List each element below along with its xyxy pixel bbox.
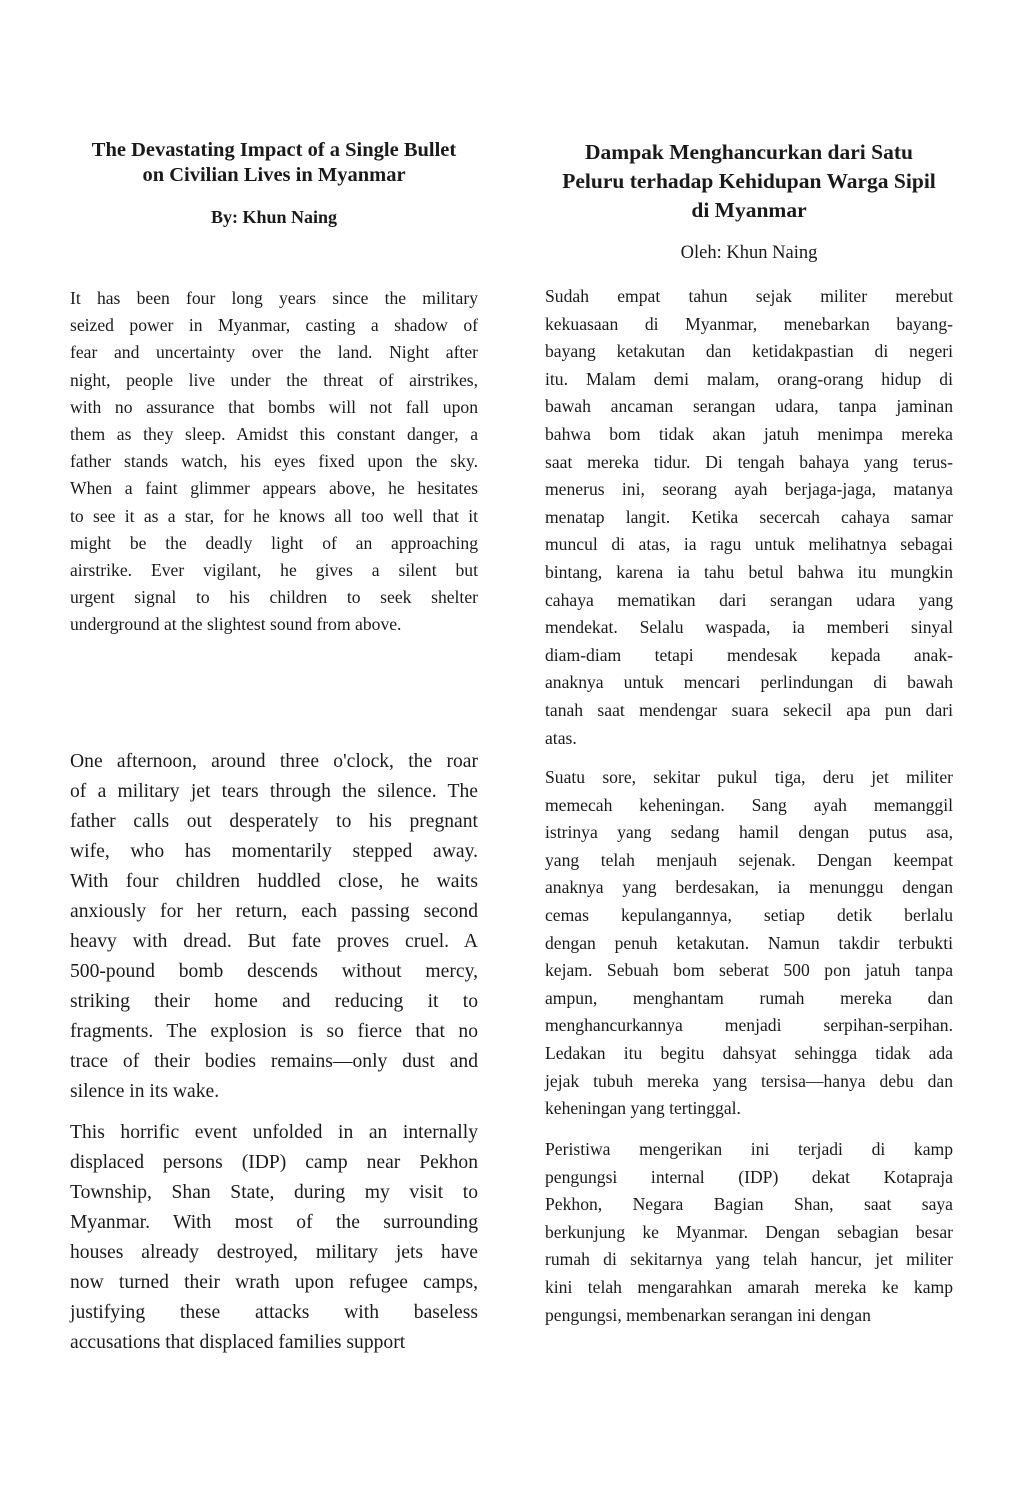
text-line: One afternoon, around three o'clock, the roar: [70, 751, 478, 772]
text-line: with no assurance that bombs will not fall upon: [70, 396, 478, 417]
text-line: memecah keheningan. Sang ayah memanggil: [545, 794, 953, 815]
text-line: This horrific event unfolded in an internally: [70, 1122, 478, 1143]
text-line: urgent signal to his children to seek shelter: [70, 587, 478, 608]
text-line: now turned their wrath upon refugee camps,: [70, 1272, 478, 1293]
text-line: Township, Shan State, during my visit to: [70, 1182, 478, 1203]
text-line: them as they sleep. Amidst this constant danger, a: [70, 424, 478, 445]
text-line: to see it as a star, for he knows all too well that it: [70, 505, 478, 526]
english-paragraph-1: [70, 285, 478, 639]
indonesian-paragraph-2: [545, 764, 953, 1123]
text-line: father calls out desperately to his pregnant: [70, 811, 478, 832]
title-line: di Myanmar: [691, 198, 807, 222]
text-line: fragments. The explosion is so fierce that no: [70, 1021, 478, 1042]
text-line: of a military jet tears through the silence. The: [70, 781, 478, 802]
text-line: anxiously for her return, each passing second: [70, 901, 478, 922]
text-line: istrinya yang sedang hamil dengan putus asa,: [545, 822, 953, 843]
text-line: menatap langit. Ketika secercah cahaya samar: [545, 506, 953, 527]
text-line: anaknya untuk mencari perlindungan di bawah: [545, 672, 953, 693]
text-line: berkunjung ke Myanmar. Dengan sebagian besar: [545, 1221, 953, 1242]
text-line: airstrike. Ever vigilant, he gives a silent but: [70, 560, 478, 581]
text-line: heavy with dread. But fate proves cruel. A: [70, 931, 478, 952]
text-line: Ledakan itu begitu dahsyat sehingga tidak ada: [545, 1042, 953, 1063]
text-line: father stands watch, his eyes fixed upon the sky.: [70, 451, 478, 472]
text-line: itu. Malam demi malam, orang-orang hidup di: [545, 368, 953, 389]
indonesian-paragraph-3: [545, 1136, 953, 1329]
english-paragraph-3: [70, 1118, 478, 1358]
text-line: muncul di atas, ia ragu untuk melihatnya sebagai: [545, 534, 953, 555]
text-line: pengungsi internal (IDP) dekat Kotapraja: [545, 1166, 953, 1187]
text-line: rumah di sekitarnya yang telah hancur, jet militer: [545, 1249, 953, 1270]
text-line: seized power in Myanmar, casting a shadow of: [70, 315, 478, 336]
text-line: anaknya yang berdesakan, ia menunggu dengan: [545, 877, 953, 898]
text-line: trace of their bodies remains—only dust and: [70, 1051, 478, 1072]
text-line: kekuasaan di Myanmar, menebarkan bayang-: [545, 313, 953, 334]
text-line: atas.: [545, 727, 577, 748]
indonesian-title: [545, 138, 953, 225]
indonesian-byline: Oleh: Khun Naing: [680, 243, 818, 263]
text-line: Sudah empat tahun sejak militer merebut: [545, 286, 953, 306]
text-line: kini telah mengarahkan amarah mereka ke kamp: [545, 1276, 953, 1297]
text-line: saat mereka tidur. Di tengah bahaya yang terus-: [545, 451, 953, 472]
text-line: Pekhon, Negara Bagian Shan, saat saya: [545, 1194, 953, 1215]
text-line: displaced persons (IDP) camp near Pekhon: [70, 1152, 478, 1173]
text-line: striking their home and reducing it to: [70, 991, 478, 1012]
english-paragraph-2: [70, 747, 478, 1107]
text-line: yang telah menjauh sejenak. Dengan keempat: [545, 849, 953, 870]
text-line: Myanmar. With most of the surrounding: [70, 1212, 478, 1233]
text-line: kejam. Sebuah bom seberat 500 pon jatuh tanpa: [545, 960, 953, 981]
english-byline: By: Khun Naing: [210, 207, 338, 227]
text-line: bayang ketakutan dan ketidakpastian di negeri: [545, 341, 953, 362]
indonesian-paragraph-1: [545, 283, 953, 752]
text-line: Peristiwa mengerikan ini terjadi di kamp: [545, 1139, 953, 1159]
text-line: wife, who has momentarily stepped away.: [70, 841, 478, 862]
text-line: cemas kepulangannya, setiap detik berlalu: [545, 904, 953, 925]
text-line: night, people live under the threat of airstrikes,: [70, 369, 478, 390]
title-line: Peluru terhadap Kehidupan Warga Sipil: [562, 169, 936, 193]
text-line: keheningan yang tertinggal.: [545, 1098, 741, 1119]
text-line: accusations that displaced families support: [70, 1332, 406, 1353]
title-line: on Civilian Lives in Myanmar: [142, 164, 406, 186]
text-line: When a faint glimmer appears above, he hesitates: [70, 478, 478, 499]
text-line: houses already destroyed, military jets have: [70, 1242, 478, 1263]
text-line: justifying these attacks with baseless: [70, 1302, 478, 1323]
text-line: menghancurkannya menjadi serpihan-serpihan.: [545, 1015, 953, 1036]
text-line: jejak tubuh mereka yang tersisa—hanya debu dan: [545, 1070, 953, 1091]
text-line: mendekat. Selalu waspada, ia memberi sinyal: [545, 617, 953, 638]
text-line: dengan penuh ketakutan. Namun takdir terbukti: [545, 932, 953, 953]
text-line: underground at the slightest sound from above.: [70, 614, 402, 635]
text-line: It has been four long years since the military: [70, 288, 478, 308]
text-line: bawah ancaman serangan udara, tanpa jaminan: [545, 396, 953, 417]
text-line: might be the deadly light of an approaching: [70, 532, 478, 553]
text-line: ampun, menghantam rumah mereka dan: [545, 987, 953, 1008]
text-line: fear and uncertainty over the land. Night after: [70, 342, 478, 363]
text-line: tanah saat mendengar suara sekecil apa pun dari: [545, 699, 953, 720]
text-line: menerus ini, seorang ayah berjaga-jaga, matanya: [545, 479, 953, 500]
text-line: silence in its wake.: [70, 1081, 220, 1102]
title-line: The Devastating Impact of a Single Bullet: [91, 139, 457, 161]
text-line: Suatu sore, sekitar pukul tiga, deru jet militer: [545, 767, 953, 787]
text-line: diam-diam tetapi mendesak kepada anak-: [545, 644, 953, 665]
english-title: [70, 138, 478, 188]
text-line: 500-pound bomb descends without mercy,: [70, 961, 478, 982]
text-line: cahaya mematikan dari serangan udara yang: [545, 589, 953, 610]
text-line: With four children huddled close, he waits: [70, 871, 478, 892]
text-line: bahwa bom tidak akan jatuh menimpa mereka: [545, 423, 953, 444]
title-line: Dampak Menghancurkan dari Satu: [585, 140, 913, 164]
text-line: bintang, karena ia tahu betul bahwa itu mungkin: [545, 561, 953, 582]
text-line: pengungsi, membenarkan serangan ini dengan: [545, 1304, 871, 1325]
